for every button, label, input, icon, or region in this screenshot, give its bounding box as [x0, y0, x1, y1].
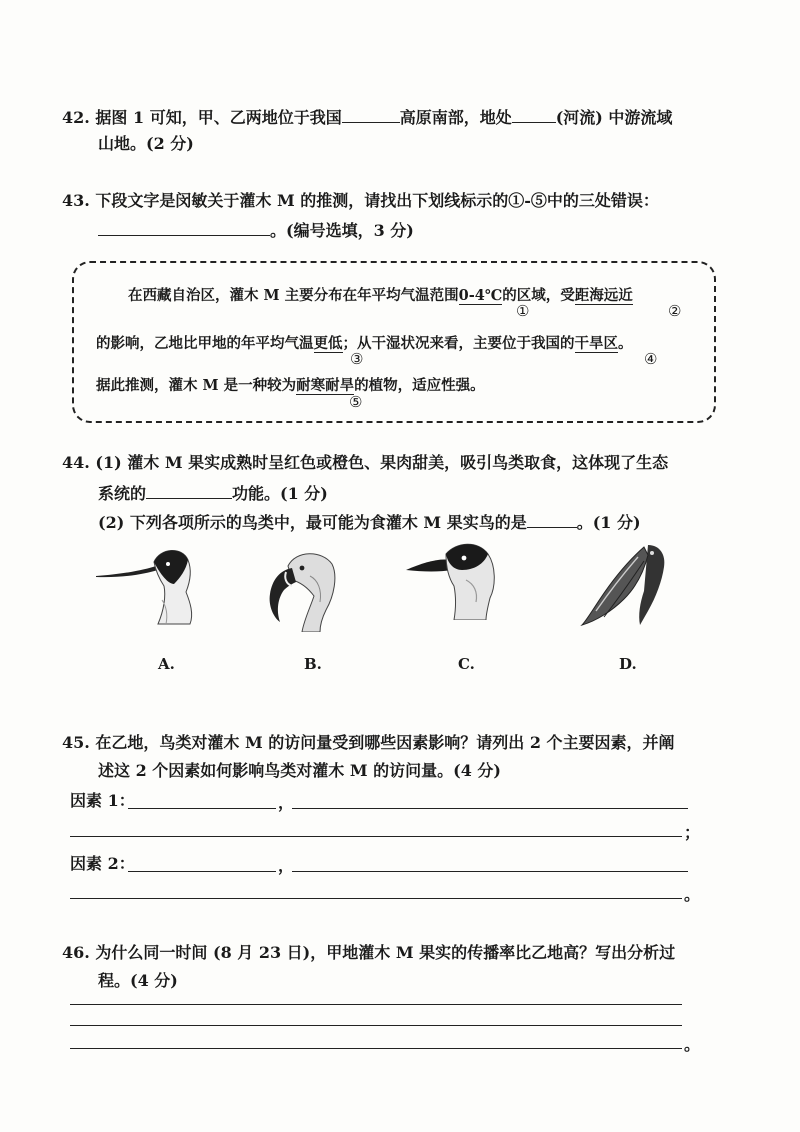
bird-a-icon — [94, 540, 204, 630]
q46-number: 46. — [62, 943, 90, 962]
q42-line2: 山地。(2 分) — [98, 134, 194, 153]
q43-line1: 43. 下段文字是闵敏关于灌木 M 的推测，请找出下划线标示的①-⑤中的三处错误： — [62, 191, 659, 210]
q42-blank-river[interactable] — [512, 105, 556, 123]
q46-answer-line-1[interactable] — [70, 1004, 682, 1005]
factor1-comma: ， — [278, 793, 295, 812]
option-c[interactable]: C. — [458, 655, 475, 673]
q43-line2: 。(编号选填，3 分) — [98, 218, 414, 242]
q43-box-line2: 的影响，乙地比甲地的年平均气温更低；从干湿状况来看，主要位于我国的干旱区。 — [96, 335, 633, 352]
circle-label-2: ② — [668, 302, 682, 320]
q45-line2: 述这 2 个因素如何影响鸟类对灌木 M 的访问量。(4 分) — [98, 761, 501, 780]
q44-line1: 44. (1) 灌木 M 果实成熟时呈红色或橙色、果肉甜美，吸引鸟类取食，这体现了生态 — [62, 453, 669, 472]
q42-line1: 42. 据图 1 可知，甲、乙两地位于我国 高原南部，地处 (河流) 中游流域 — [62, 105, 672, 129]
option-b[interactable]: B. — [304, 655, 322, 673]
circle-label-5: ⑤ — [349, 393, 363, 411]
circle-label-4: ④ — [644, 350, 658, 368]
q46-line1: 46. 为什么同一时间 (8 月 23 日)，甲地灌木 M 果实的传播率比乙地高？写出分析过 — [62, 943, 676, 962]
underline-5: 耐寒耐旱 — [296, 377, 355, 394]
underline-3: 更低 — [313, 335, 343, 352]
factor1-label: 因素 1： — [70, 791, 135, 810]
circle-label-1: ① — [516, 302, 530, 320]
factor1-explain-line[interactable] — [292, 808, 688, 809]
q46-line2: 程。(4 分) — [98, 971, 178, 990]
factor2-name-line[interactable] — [128, 871, 276, 872]
q43-box-line3: 据此推测，灌木 M 是一种较为耐寒耐旱的植物，适应性强。 — [96, 377, 485, 394]
q46-answer-line-3[interactable] — [70, 1048, 682, 1049]
factor2-explain-line-2[interactable] — [70, 898, 682, 899]
q45-line1: 45. 在乙地，鸟类对灌木 M 的访问量受到哪些因素影响？请列出 2 个主要因素，并阐 — [62, 733, 675, 752]
factor1-explain-line-2[interactable] — [70, 836, 682, 837]
bird-d-icon — [578, 541, 670, 631]
q44-line3: (2) 下列各项所示的鸟类中，最可能为食灌木 M 果实鸟的是 。(1 分) — [98, 510, 641, 534]
q42-number: 42. — [62, 108, 90, 127]
factor2-end: 。 — [684, 885, 701, 904]
circle-label-3: ③ — [350, 350, 364, 368]
q43-number: 43. — [62, 191, 90, 210]
option-d[interactable]: D. — [619, 655, 637, 673]
underline-1: 0-4℃ — [458, 287, 503, 304]
factor2-comma: ， — [278, 856, 295, 875]
q43-box-line1: 在西藏自治区，灌木 M 主要分布在年平均气温范围0-4℃的区域，受距海远近 — [128, 287, 633, 304]
q44-line2: 系统的 功能。(1 分) — [98, 481, 328, 505]
q42-blank-plateau[interactable] — [342, 105, 400, 123]
factor2-label: 因素 2： — [70, 854, 135, 873]
factor1-name-line[interactable] — [128, 808, 276, 809]
q45-number: 45. — [62, 733, 90, 752]
q46-answer-line-2[interactable] — [70, 1025, 682, 1026]
underline-2: 距海远近 — [574, 287, 633, 304]
q43-answer-blank[interactable] — [98, 218, 270, 236]
q46-end: 。 — [684, 1035, 701, 1054]
q44-number: 44. — [62, 453, 90, 472]
q44-blank-bird[interactable] — [527, 510, 577, 528]
underline-4: 干旱区 — [574, 335, 618, 352]
bird-c-icon — [404, 540, 504, 620]
q44-blank-function[interactable] — [146, 481, 232, 499]
option-a[interactable]: A. — [158, 655, 175, 673]
factor2-explain-line[interactable] — [292, 871, 688, 872]
factor1-end: ； — [684, 823, 701, 842]
bird-b-icon — [262, 546, 342, 632]
